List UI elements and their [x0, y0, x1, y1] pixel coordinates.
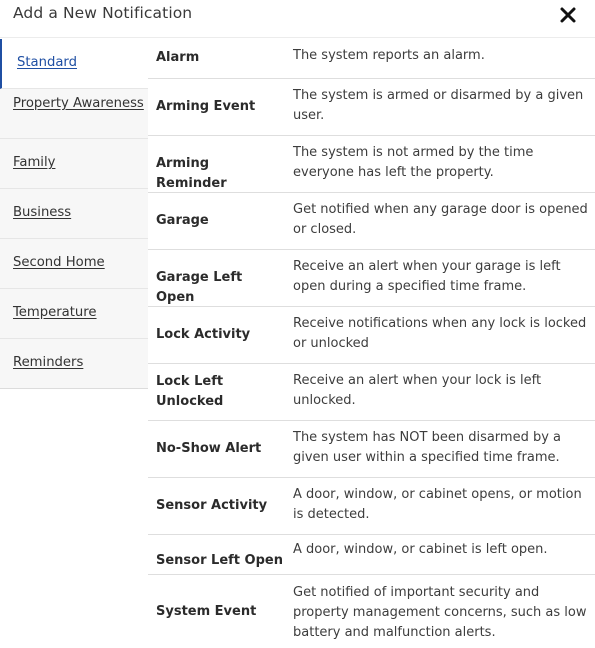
notification-row-no-show-alert[interactable] — [148, 421, 595, 478]
notification-row-garage-left-open[interactable] — [148, 250, 595, 307]
notification-description: A door, window, or cabinet opens, or motion is detected. — [293, 487, 582, 522]
sidebar-item-label: Business — [13, 205, 72, 220]
notification-name: Sensor Activity — [156, 498, 268, 513]
category-sidebar — [0, 39, 148, 389]
notification-name: Lock Activity — [156, 327, 251, 342]
notification-row-arming-reminder[interactable] — [148, 136, 595, 193]
notification-row-sensor-left-open[interactable] — [148, 535, 595, 575]
sidebar-item-label: Standard — [17, 55, 77, 70]
sidebar-item-temperature[interactable] — [0, 289, 148, 339]
sidebar-item-label: Property Awareness — [13, 96, 144, 111]
notification-description: The system is armed or disarmed by a given user. — [293, 88, 584, 123]
notification-name: Garage — [156, 213, 209, 228]
notification-name: No-Show Alert — [156, 441, 262, 456]
close-icon[interactable] — [559, 6, 577, 24]
notification-description: The system reports an alarm. — [293, 48, 485, 63]
notification-description: Receive an alert when your lock is left unlocked. — [293, 373, 542, 408]
notification-row-garage[interactable] — [148, 193, 595, 250]
sidebar-item-label: Reminders — [13, 355, 84, 370]
notification-name: System Event — [156, 604, 257, 619]
sidebar-item-family[interactable] — [0, 139, 148, 189]
notification-name: Sensor Left Open — [156, 553, 283, 568]
sidebar-item-business[interactable] — [0, 189, 148, 239]
sidebar-item-label: Second Home — [13, 255, 105, 270]
notification-description: Receive an alert when your garage is left open during a specified time frame. — [293, 259, 561, 294]
notification-description: Get notified of important security and property management concerns, such as low battery and malfunction alerts. — [293, 585, 587, 640]
notification-description: The system is not armed by the time everyone has left the property. — [293, 145, 534, 180]
notification-row-alarm[interactable] — [148, 39, 595, 79]
sidebar-item-label: Temperature — [13, 305, 97, 320]
dialog-title: Add a New Notification — [13, 4, 193, 22]
dialog-header — [0, 0, 595, 38]
sidebar-item-standard[interactable] — [0, 39, 148, 89]
sidebar-item-label: Family — [13, 155, 56, 170]
notification-name: Arming Event — [156, 99, 256, 114]
notification-list — [148, 39, 595, 648]
notification-row-lock-activity[interactable] — [148, 307, 595, 364]
notification-row-sensor-activity[interactable] — [148, 478, 595, 535]
notification-description: Receive notifications when any lock is locked or unlocked — [293, 316, 587, 351]
notification-row-system-event[interactable] — [148, 575, 595, 648]
notification-row-lock-left-unlocked[interactable] — [148, 364, 595, 421]
sidebar-item-property-awareness[interactable] — [0, 89, 148, 139]
notification-name: Lock Left Unlocked — [156, 374, 224, 409]
sidebar-item-second-home[interactable] — [0, 239, 148, 289]
notification-name: Garage Left Open — [156, 270, 243, 305]
notification-description: A door, window, or cabinet is left open. — [293, 542, 548, 557]
notification-description: The system has NOT been disarmed by a given user within a specified time frame. — [293, 430, 562, 465]
notification-name: Arming Reminder — [156, 156, 227, 191]
notification-description: Get notified when any garage door is opened or closed. — [293, 202, 588, 237]
sidebar-item-reminders[interactable] — [0, 339, 148, 389]
notification-row-arming-event[interactable] — [148, 79, 595, 136]
notification-name: Alarm — [156, 50, 200, 65]
